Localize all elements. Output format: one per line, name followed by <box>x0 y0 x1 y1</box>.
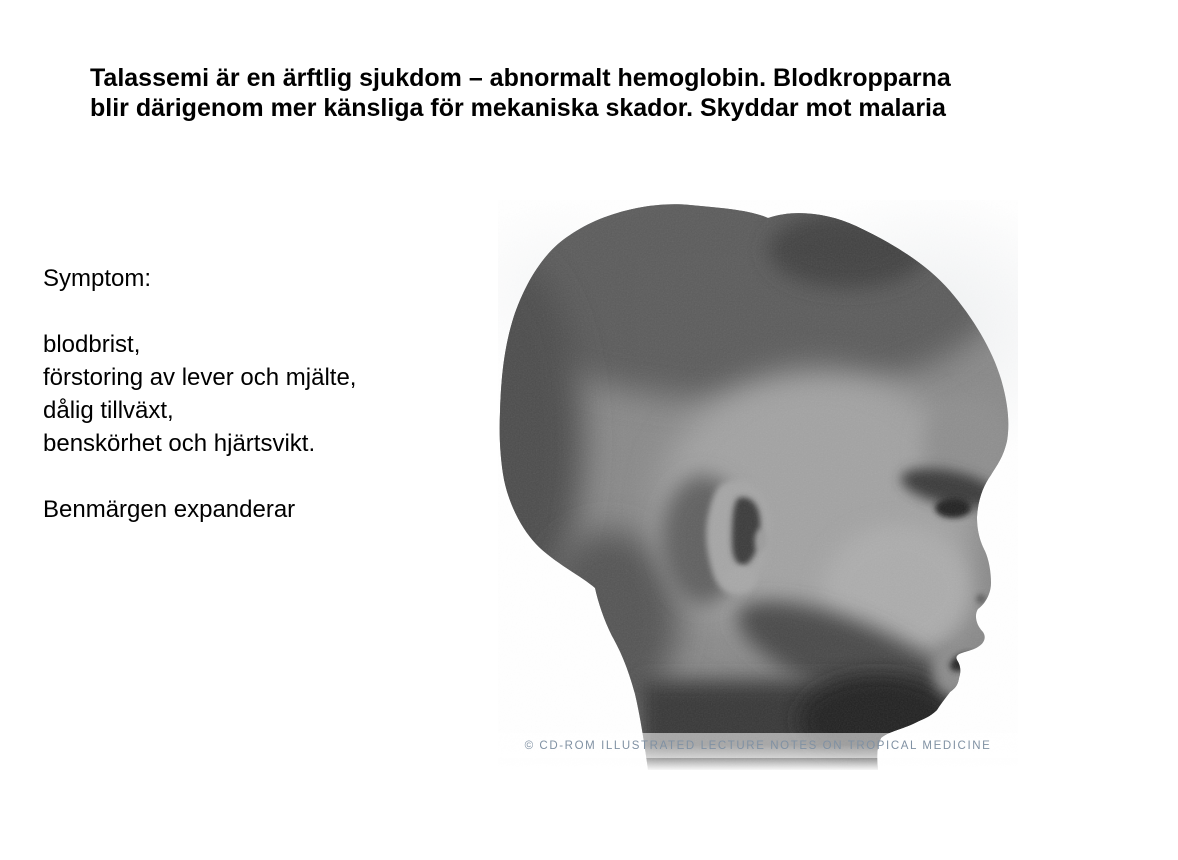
photo-caption-band <box>498 733 1018 758</box>
child-head-profile-illustration <box>498 200 1018 770</box>
symptom-item: benskörhet och hjärtsvikt. <box>43 430 316 457</box>
title-line-1: Talassemi är en ärftlig sjukdom – abnormalt hemoglobin. Blodkropparna <box>90 64 951 92</box>
photo-caption: © CD-ROM ILLUSTRATED LECTURE NOTES ON TROPICAL MEDICINE <box>524 739 992 752</box>
thalassemia-child-photo <box>498 200 1018 770</box>
title-line-2: blir därigenom mer känsliga för mekaniska skador. Skyddar mot malaria <box>90 94 946 122</box>
symptom-footer: Benmärgen expanderar <box>43 496 296 523</box>
slide-title <box>90 63 1100 123</box>
symptom-item: blodbrist, <box>43 331 141 358</box>
symptom-item: förstoring av lever och mjälte, <box>43 364 357 391</box>
symptom-list <box>43 262 473 526</box>
symptom-item: dålig tillväxt, <box>43 397 174 424</box>
symptom-heading: Symptom: <box>43 265 152 292</box>
